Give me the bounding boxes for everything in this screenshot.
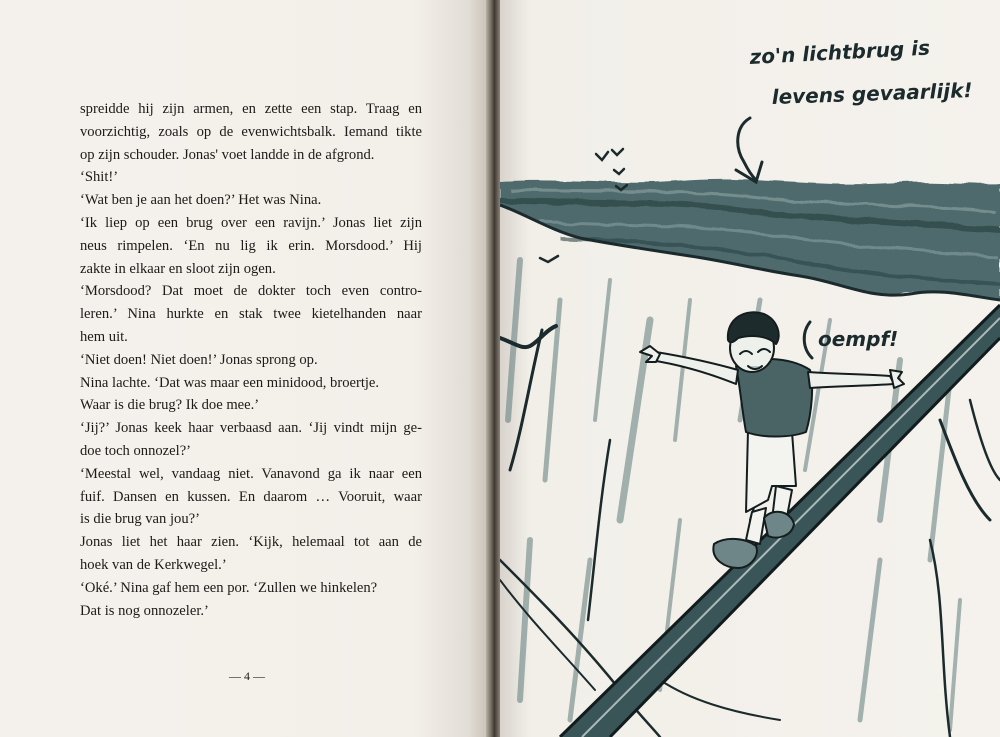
text-line: ‘Wat ben je aan het doen?’ Het was Nina.	[80, 192, 322, 209]
text-line: doe toch onnozel?’	[80, 442, 192, 459]
text-line: ‘Shit!’	[80, 169, 119, 186]
caption-line1: zo'n lichtbrug is	[749, 35, 931, 69]
text-line: ‘Oké.’ Nina gaf hem een por. ‘Zullen we hinkelen?	[80, 579, 378, 596]
page-number: — 4 —	[229, 669, 265, 683]
text-line: ‘Morsdood? Dat moet de dokter toch even contro-	[80, 283, 422, 300]
text-line: Waar is die brug? Ik doe mee.’	[80, 397, 260, 414]
text-line: is die brug van jou?’	[80, 511, 200, 528]
left-page	[0, 0, 488, 737]
sound-effect: oempf!	[818, 327, 899, 351]
water-band	[500, 179, 1000, 300]
text-line: Nina lachte. ‘Dat was maar een minidood, broertje.	[80, 374, 380, 391]
text-line: hoek van de Kerkwegel.’	[80, 556, 227, 573]
text-line: Jonas liet het haar zien. ‘Kijk, helemaal tot aan de	[80, 534, 422, 551]
text-line: ‘Ik liep op een brug over een ravijn.’ Jonas liet zijn	[80, 214, 422, 231]
text-line: Dat is nog onnozeler.’	[80, 602, 209, 619]
text-line: voorzichtig, zoals op de evenwichtsbalk. Iemand tikte	[80, 123, 422, 140]
story-text	[80, 98, 422, 622]
text-line: ‘Jij?’ Jonas keek haar verbaasd aan. ‘Jij vindt mijn ge-	[80, 420, 422, 437]
text-line: spreidde hij zijn armen, en zette een stap. Traag en	[80, 101, 422, 117]
text-line: hem uit.	[80, 328, 128, 345]
arrow-icon	[736, 118, 762, 182]
text-line: zakte in elkaar en sloot zijn ogen.	[80, 260, 276, 277]
right-page	[500, 0, 1000, 737]
effect-bracket	[804, 322, 812, 358]
illustration-balance-beam	[500, 0, 1000, 737]
caption-line2: levens gevaarlijk!	[771, 78, 973, 109]
text-line: neus rimpelen. ‘En nu lig ik erin. Morsdood.’ Hij	[80, 237, 422, 254]
text-line: leren.’ Nina hurkte en stak twee kietelhanden naar	[80, 306, 422, 323]
text-line: op zijn schouder. Jonas' voet landde in de afgrond.	[80, 146, 375, 163]
text-line: ‘Niet doen! Niet doen!’ Jonas sprong op.	[80, 351, 318, 368]
book-gutter	[486, 0, 500, 737]
text-line: ‘Meestal wel, vandaag niet. Vanavond ga ik naar een	[80, 465, 422, 482]
text-line: fuif. Dansen en kussen. En daarom … Vooruit, waar	[80, 488, 422, 505]
